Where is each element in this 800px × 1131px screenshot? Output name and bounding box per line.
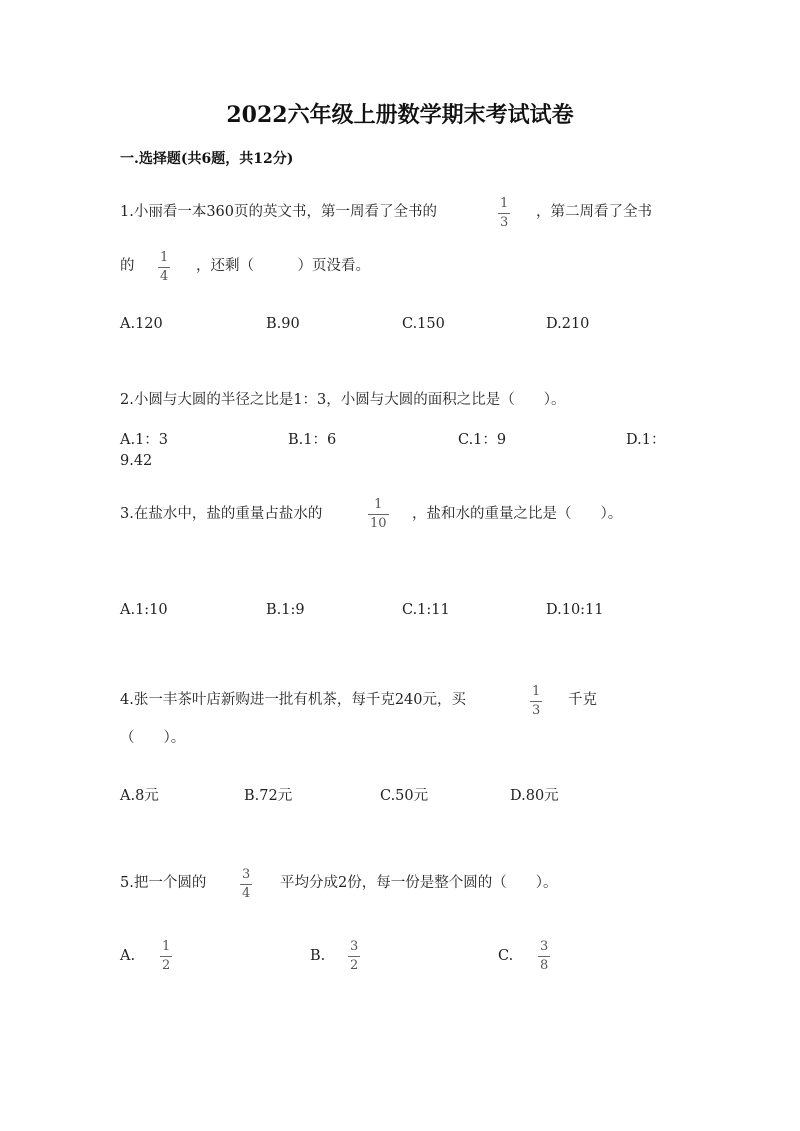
fraction-bar (538, 956, 550, 957)
q2-option-d-continued: 9.42 (120, 453, 153, 469)
q3-option-c[interactable]: C.1:11 (402, 602, 450, 618)
q3-text-a: 3.在盐水中，盐的重量占盐水的 (120, 506, 323, 522)
q1-text-line1b: ，第二周看了全书 (536, 204, 652, 220)
q2-text: 2.小圆与大圆的半径之比是1：3，小圆与大圆的面积之比是（ ）。 (120, 392, 566, 408)
fraction-numerator: 1 (162, 939, 171, 954)
q5-option-a-fraction[interactable] (160, 940, 172, 973)
fraction-bar (530, 701, 542, 702)
q5-option-c-label[interactable]: C. (498, 948, 514, 964)
fraction-numerator: 1 (532, 684, 541, 699)
fraction-denominator: 4 (242, 886, 251, 901)
q3-fraction (368, 498, 389, 531)
fraction-bar (498, 213, 510, 214)
q5-option-a-label[interactable]: A. (120, 948, 136, 964)
fraction-denominator: 3 (500, 215, 509, 230)
q3-option-b[interactable]: B.1:9 (266, 602, 305, 618)
q1-text-line1a: 1.小丽看一本360页的英文书，第一周看了全书的 (120, 204, 438, 220)
q1-option-a[interactable]: A.120 (120, 316, 163, 332)
q4-option-c[interactable]: C.50元 (380, 788, 429, 804)
q5-option-c-fraction[interactable] (538, 940, 550, 973)
fraction-denominator: 2 (350, 958, 359, 973)
fraction-bar (160, 956, 172, 957)
fraction-numerator: 1 (160, 250, 169, 265)
q4-option-b[interactable]: B.72元 (244, 788, 293, 804)
q4-text-b: 千克 (568, 692, 597, 708)
fraction-numerator: 3 (350, 939, 359, 954)
q5-text-a: 5.把一个圆的 (120, 875, 207, 891)
q5-option-b-fraction[interactable] (348, 940, 360, 973)
q1-fraction-2 (158, 251, 170, 284)
q2-option-a[interactable]: A.1：3 (120, 432, 169, 448)
fraction-denominator: 8 (540, 958, 549, 973)
q1-text-line2b: ，还剩（ ）页没看。 (196, 258, 370, 274)
q3-option-d[interactable]: D.10:11 (546, 602, 604, 618)
q2-option-d[interactable]: D.1： (626, 432, 666, 448)
q1-option-c[interactable]: C.150 (402, 316, 445, 332)
fraction-bar (348, 956, 360, 957)
fraction-bar (158, 267, 170, 268)
q1-fraction-1 (498, 197, 510, 230)
q3-option-a[interactable]: A.1:10 (120, 602, 168, 618)
fraction-denominator: 4 (160, 269, 169, 284)
fraction-bar (240, 884, 252, 885)
q4-text-a: 4.张一丰茶叶店新购进一批有机茶，每千克240元，买 (120, 692, 467, 708)
q5-text-b: 平均分成2份，每一份是整个圆的（ ）。 (280, 875, 558, 891)
q4-option-d[interactable]: D.80元 (510, 788, 559, 804)
q1-option-d[interactable]: D.210 (546, 316, 590, 332)
fraction-denominator: 3 (532, 703, 541, 718)
q5-fraction (240, 868, 252, 901)
q2-option-c[interactable]: C.1：9 (458, 432, 507, 448)
fraction-numerator: 1 (374, 497, 383, 512)
fraction-denominator: 10 (370, 516, 387, 531)
fraction-numerator: 3 (540, 939, 549, 954)
q1-option-b[interactable]: B.90 (266, 316, 300, 332)
q4-fraction (530, 685, 542, 718)
fraction-numerator: 3 (242, 867, 251, 882)
fraction-numerator: 1 (500, 196, 509, 211)
q1-text-line2a: 的 (120, 258, 135, 274)
q4-option-a[interactable]: A.8元 (120, 788, 159, 804)
fraction-bar (368, 514, 389, 515)
section-heading: 一.选择题(共6题，共12分) (120, 151, 294, 167)
q4-text-line2: （ ）。 (120, 730, 186, 746)
fraction-denominator: 2 (162, 958, 171, 973)
q5-option-b-label[interactable]: B. (310, 948, 326, 964)
q3-text-b: ，盐和水的重量之比是（ ）。 (412, 506, 623, 522)
page-title: 2022六年级上册数学期末考试试卷 (226, 102, 574, 128)
q2-option-b[interactable]: B.1：6 (288, 432, 337, 448)
